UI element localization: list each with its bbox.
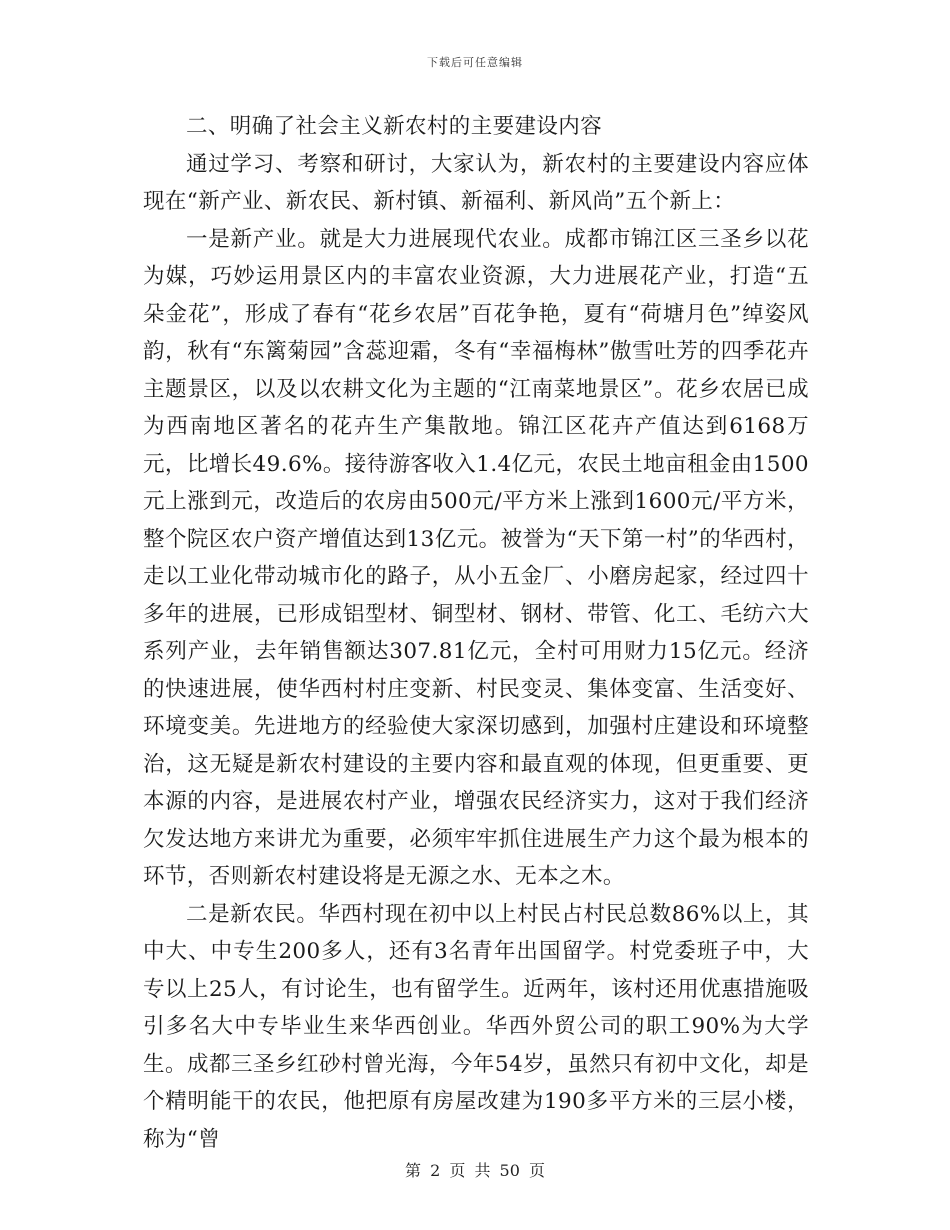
- section-heading: 二、明确了社会主义新农村的主要建设内容: [186, 114, 603, 139]
- page-header-note: 下载后可任意编辑: [427, 56, 523, 69]
- paragraph-new-farmers: 二是新农民。华西村现在初中以上村民占村民总数86%以上，其中大、中专生200多人，还有3名青年出国留学。村党委班子中，大专以上25人，有讨论生，也有留学生。近两年，该村还用优惠措施吸引多名大中专毕业生来华西创业。华西外贸公司的职工90%为大学生。成都三圣乡红砂村曾光海，今年54岁，虽然只有初中文化，却是个精明能干的农民，他把原有房屋改建为190多平方米的三层小楼，称为“曾: [143, 901, 809, 1152]
- paragraph-intro: 通过学习、考察和研讨，大家认为，新农村的主要建设内容应体现在“新产业、新农民、新村镇、新福利、新风尚”五个新上：: [143, 151, 809, 214]
- paragraph-new-industry: 一是新产业。就是大力进展现代农业。成都市锦江区三圣乡以花为媒，巧妙运用景区内的丰富农业资源，大力进展花产业，打造“五朵金花”，形成了春有“花乡农居”百花争艳，夏有“荷塘月色”绰姿风韵，秋有“东篱菊园”含蕊迎霜，冬有“幸福梅林”傲雪吐芳的四季花卉主题景区，以及以农耕文化为主题的“江南菜地景区”。花乡农居已成为西南地区著名的花卉生产集散地。锦江区花卉产值达到6168万元，比增长49.6%。接待游客收入1.4亿元，农民土地亩租金由1500元上涨到元，改造后的农房由500元/平方米上涨到1600元/平方米，整个院区农户资产增值达到13亿元。被誉为“天下第一村”的华西村，走以工业化带动城市化的路子，从小五金厂、小磨房起家，经过四十多年的进展，已形成铝型材、铜型材、钢材、带管、化工、毛纺六大系列产业，去年销售额达307.81亿元，全村可用财力15亿元。经济的快速进展，使华西村村庄变新、村民变灵、集体变富、生活变好、环境变美。先进地方的经验使大家深切感到，加强村庄建设和环境整治，这无疑是新农村建设的主要内容和最直观的体现，但更重要、更本源的内容，是进展农村产业，增强农民经济实力，这对于我们经济欠发达地方来讲尤为重要，必须牢牢抓住进展生产力这个最为根本的环节，否则新农村建设将是无源之水、无本之木。: [143, 226, 809, 889]
- document-body: [143, 108, 809, 1158]
- page-number-footer: 第 2 页 共 50 页: [405, 1161, 545, 1180]
